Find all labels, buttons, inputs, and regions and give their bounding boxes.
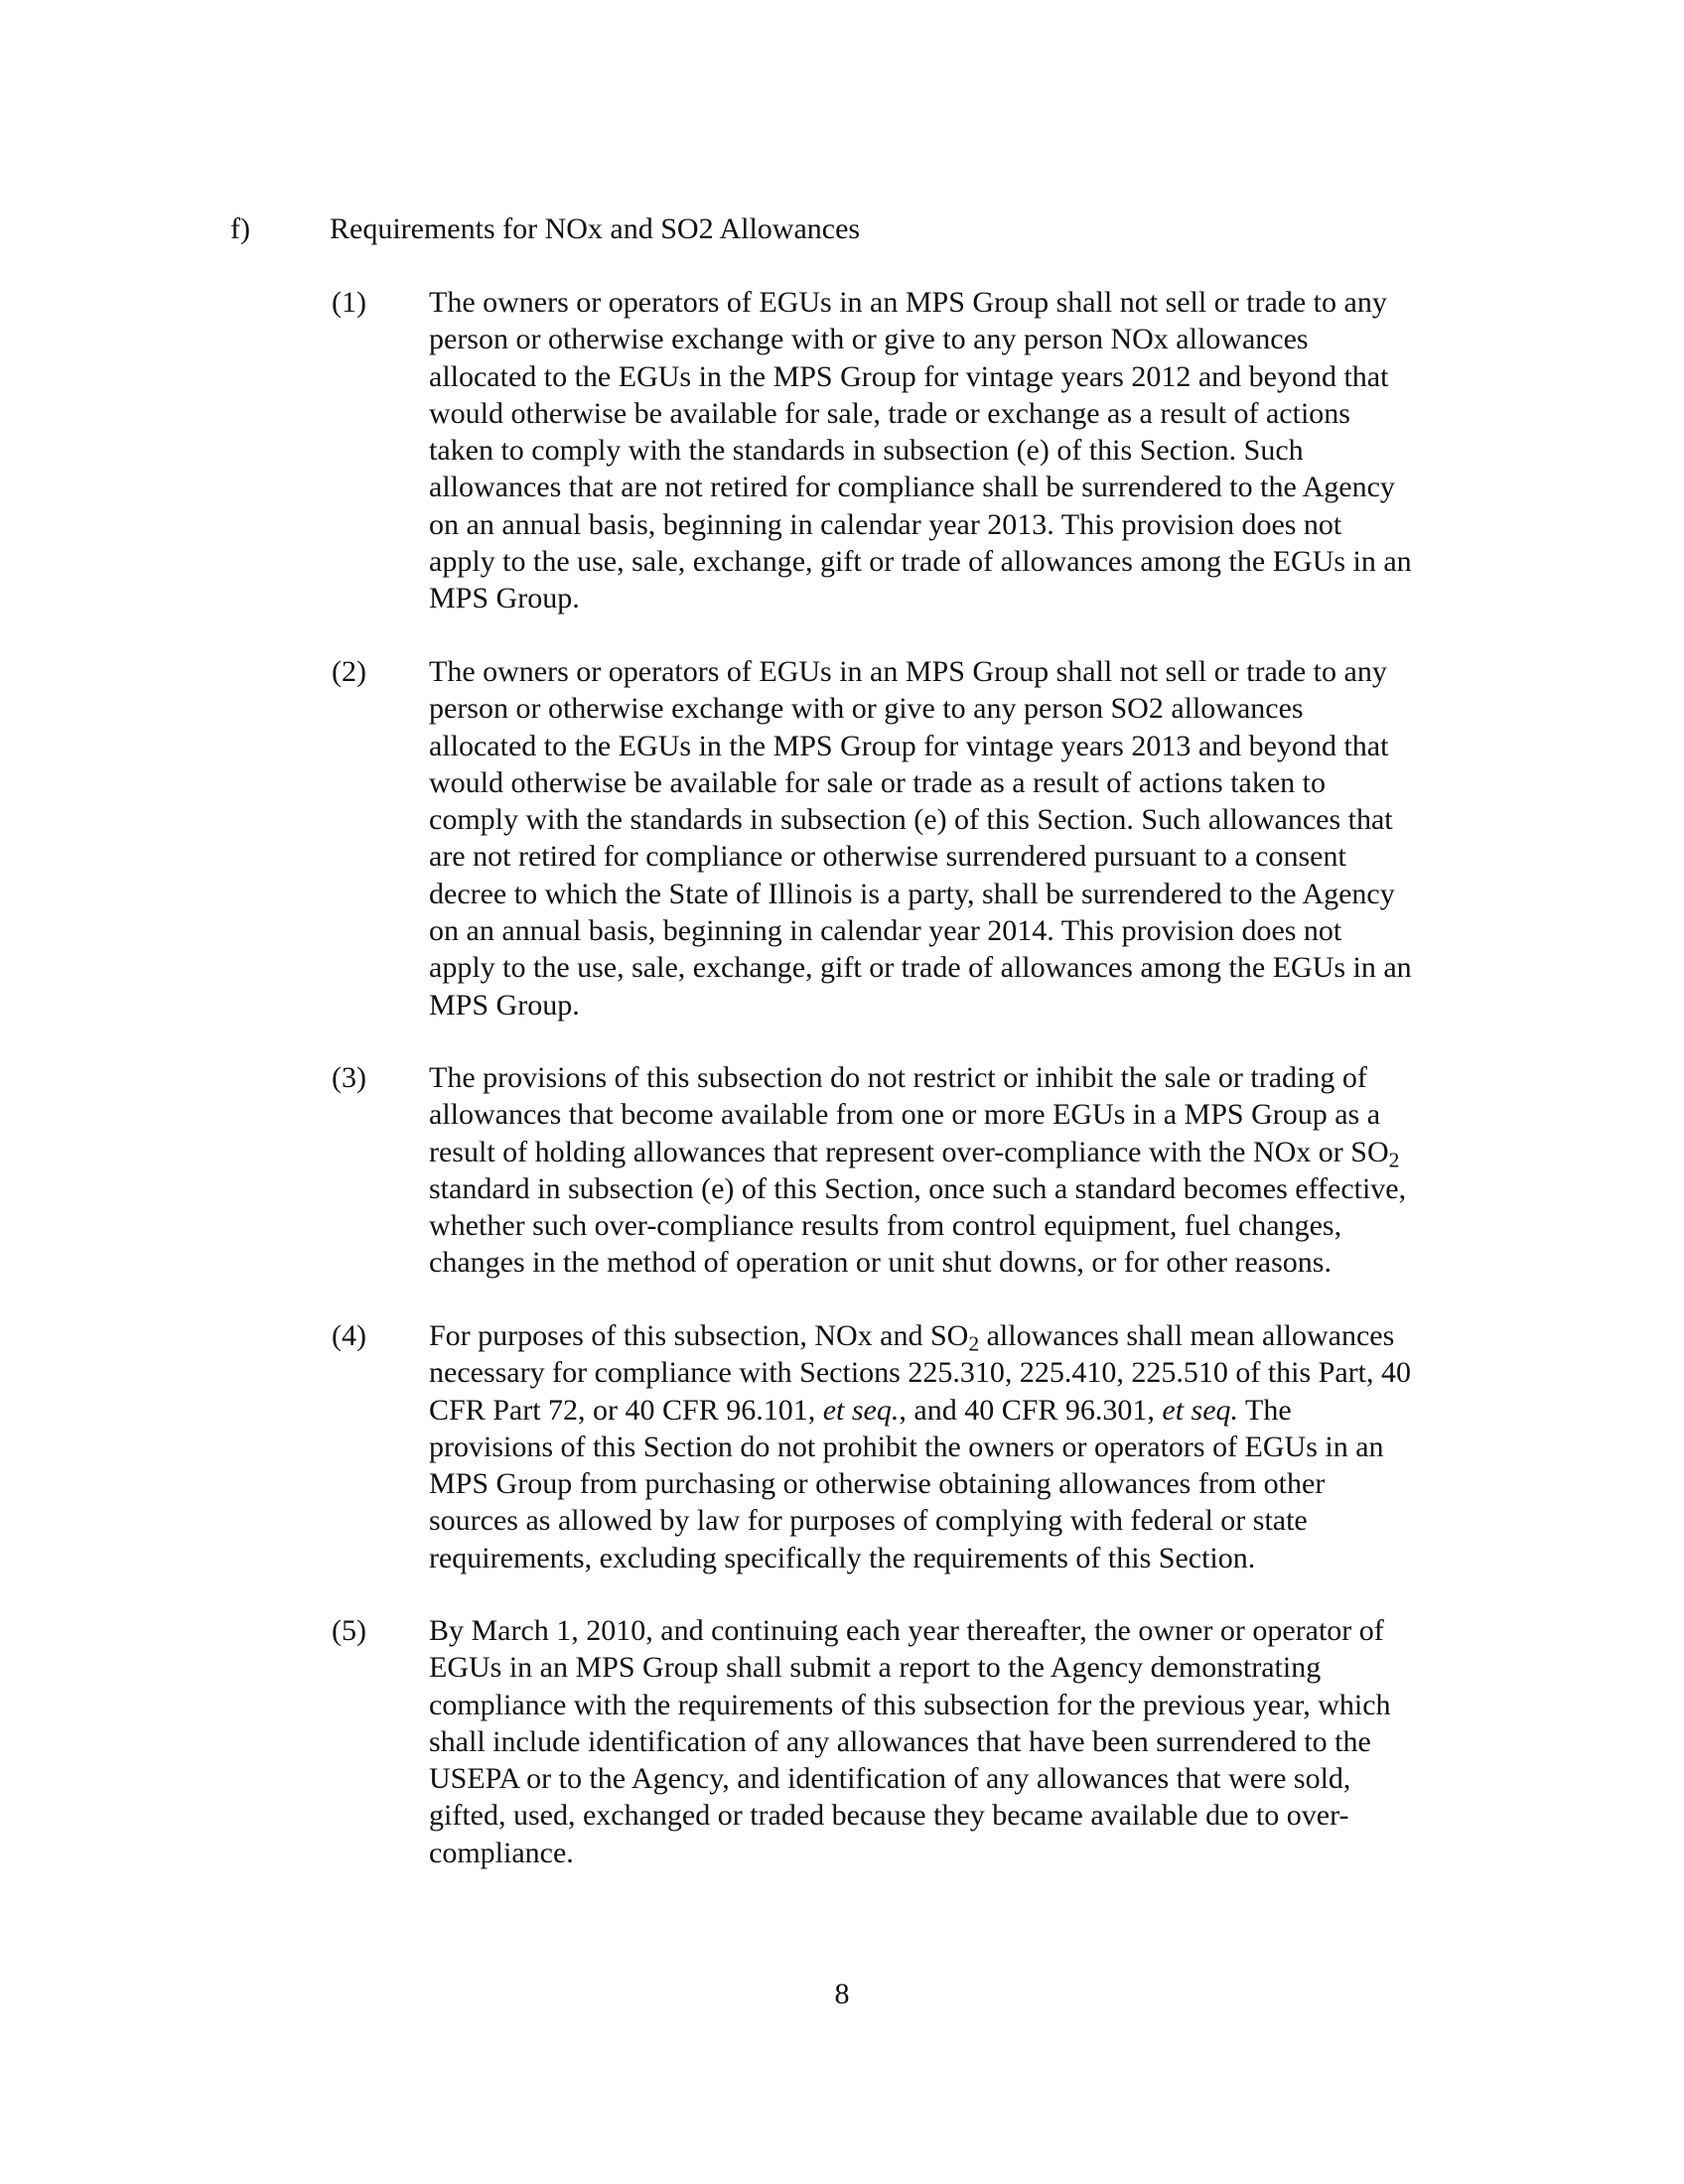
section-label: f)	[230, 212, 250, 245]
paragraph-body	[429, 653, 1521, 1024]
text-line: The provisions of this subsection do not restrict or inhibit the sale or trading of	[429, 1061, 1367, 1094]
text-line: comply with the standards in subsection (e) of this Section. Such allowances that	[429, 803, 1393, 837]
text-line: apply to the use, sale, exchange, gift or trade of allowances among the EGUs in an	[429, 545, 1412, 579]
text-line: whether such over-compliance results from control equipment, fuel changes,	[429, 1209, 1342, 1243]
text-segment: For purposes of this subsection, NOx and SO	[429, 1319, 969, 1352]
text-line: The owners or operators of EGUs in an MPS Group shall not sell or trade to any	[429, 655, 1387, 688]
paragraph-body	[429, 1059, 1521, 1282]
text-line: necessary for compliance with Sections 225.310, 225.410, 225.510 of this Part, 40	[429, 1356, 1412, 1390]
paragraph-number: (5)	[332, 1614, 366, 1647]
italic-et-seq: et seq.	[822, 1393, 900, 1427]
text-line	[429, 1134, 1521, 1170]
text-line: are not retired for compliance or otherwise surrendered pursuant to a consent	[429, 840, 1346, 874]
text-line: shall include identification of any allowances that have been surrendered to the	[429, 1724, 1371, 1758]
text-line: The owners or operators of EGUs in an MPS Group shall not sell or trade to any	[429, 286, 1387, 319]
text-line: person or otherwise exchange with or give to any person NOx allowances	[429, 323, 1309, 356]
text-line: MPS Group.	[429, 988, 580, 1022]
text-line: apply to the use, sale, exchange, gift or trade of allowances among the EGUs in an	[429, 951, 1412, 985]
text-line: on an annual basis, beginning in calendar year 2014. This provision does not	[429, 914, 1342, 948]
text-line	[429, 1392, 1521, 1429]
paragraph-body	[429, 1612, 1521, 1871]
text-line: decree to which the State of Illinois is a party, shall be surrendered to the Agency	[429, 877, 1395, 910]
text-line: on an annual basis, beginning in calendar year 2013. This provision does not	[429, 507, 1342, 541]
text-line: requirements, excluding specifically the requirements of this Section.	[429, 1541, 1256, 1574]
paragraph-number: (4)	[332, 1319, 366, 1352]
text-line: By March 1, 2010, and continuing each year thereafter, the owner or operator of	[429, 1614, 1384, 1647]
paragraph-body	[429, 1317, 1521, 1576]
text-line	[429, 1317, 1521, 1354]
text-line: changes in the method of operation or unit shut downs, or for other reasons.	[429, 1246, 1332, 1280]
text-line: standard in subsection (e) of this Section, once such a standard becomes effective,	[429, 1171, 1407, 1205]
text-segment: CFR Part 72, or 40 CFR 96.101,	[429, 1393, 823, 1427]
text-segment: , and 40 CFR 96.301,	[899, 1393, 1163, 1427]
subscript-2: 2	[1388, 1147, 1400, 1171]
text-line: provisions of this Section do not prohibit the owners or operators of EGUs in an	[429, 1430, 1384, 1463]
text-segment: The	[1238, 1393, 1292, 1427]
paragraph-number: (1)	[332, 286, 366, 319]
text-segment: result of holding allowances that represent over-compliance with the NOx or SO	[429, 1135, 1389, 1168]
subscript-2: 2	[968, 1331, 980, 1356]
text-line: MPS Group.	[429, 582, 580, 615]
text-segment: allowances shall mean allowances	[979, 1319, 1395, 1352]
italic-et-seq: et seq.	[1162, 1393, 1239, 1427]
paragraph-body	[429, 284, 1521, 617]
text-line: MPS Group from purchasing or otherwise obtaining allowances from other	[429, 1467, 1326, 1501]
paragraph-number: (2)	[332, 655, 366, 688]
text-line: gifted, used, exchanged or traded because they became available due to over-	[429, 1799, 1349, 1833]
text-line: person or otherwise exchange with or give to any person SO2 allowances	[429, 692, 1304, 726]
text-line: allowances that are not retired for compliance shall be surrendered to the Agency	[429, 471, 1395, 504]
text-line: compliance with the requirements of this subsection for the previous year, which	[429, 1688, 1391, 1721]
text-line: would otherwise be available for sale or trade as a result of actions taken to	[429, 765, 1327, 799]
text-line: allowances that become available from one or more EGUs in a MPS Group as a	[429, 1098, 1381, 1132]
text-line: EGUs in an MPS Group shall submit a report to the Agency demonstrating	[429, 1651, 1322, 1685]
text-line: would otherwise be available for sale, trade or exchange as a result of actions	[429, 396, 1350, 430]
text-line: allocated to the EGUs in the MPS Group for vintage years 2012 and beyond that	[429, 359, 1389, 393]
text-line: allocated to the EGUs in the MPS Group for vintage years 2013 and beyond that	[429, 729, 1389, 762]
text-line: USEPA or to the Agency, and identification of any allowances that were sold,	[429, 1762, 1351, 1796]
paragraph-number: (3)	[332, 1061, 366, 1094]
section-title: Requirements for NOx and SO2 Allowances	[330, 212, 861, 245]
text-line: compliance.	[429, 1836, 574, 1869]
page-number: 8	[834, 1978, 850, 2010]
text-line: sources as allowed by law for purposes of complying with federal or state	[429, 1504, 1308, 1538]
text-line: taken to comply with the standards in subsection (e) of this Section. Such	[429, 434, 1304, 468]
